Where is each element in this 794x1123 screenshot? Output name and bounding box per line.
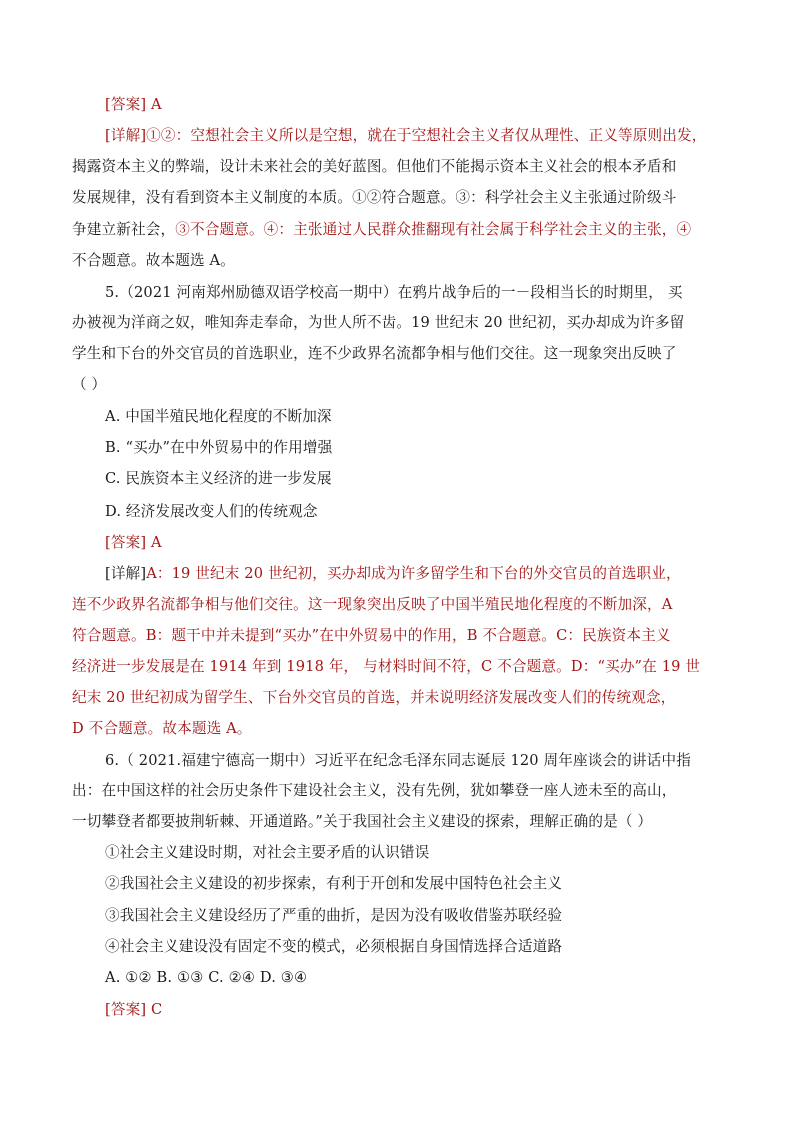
q5-answer: [答案] A <box>105 534 162 551</box>
explanation-line <box>105 564 681 584</box>
explanation-line <box>72 657 700 677</box>
explanation-line <box>72 595 672 615</box>
explanation-line <box>72 626 671 646</box>
text-run: 符合题意。B：题干中并未提到“买办”在中外贸易中的作用，B 不合题意。C：民族资本主义 <box>72 627 671 644</box>
stem-line: 一切攀登者都要披荆斩棘、开通道路。”关于我国社会主义建设的探索，理解正确的是（ ） <box>72 813 653 830</box>
explanation-line <box>72 251 235 271</box>
stem-line: 6.（ 2021.福建宁德高一期中）习近平在纪念毛泽东同志诞辰 120 周年座谈会的讲话中指 <box>105 752 691 769</box>
option-line: D. 经济发展改变人们的传统观念 <box>105 503 318 520</box>
text-run: 经济进一步发展是在 1914 年到 1918 年， 与材料时间不符，C 不合题意。D：“买办”在 19 世 <box>72 658 701 675</box>
explanation-line <box>105 126 706 146</box>
stem-line: 学生和下台的外交官员的首选职业，连不少政界名流都争相与他们交往。这一现象突出反映了 <box>72 345 677 362</box>
q4-answer: [答案] A <box>105 96 162 113</box>
text-run: A：19 世纪末 20 世纪初，买办却成为许多留学生和下台的外交官员的首选职业， <box>146 565 681 582</box>
text-run: 争建立新社会， <box>72 221 176 238</box>
stem-line: （ ） <box>72 376 107 393</box>
statement-line: ④社会主义建设没有固定不变的模式，必须根据自身国情选择合适道路 <box>105 938 563 955</box>
statement-line: ③我国社会主义建设经历了严重的曲折，是因为没有吸收借鉴苏联经验 <box>105 907 563 924</box>
statement-line: ①社会主义建设时期，对社会主要矛盾的认识错误 <box>105 844 430 861</box>
text-run: [详解] <box>105 565 147 582</box>
text-run: 揭露资本主义的弊端，设计未来社会的美好蓝图。但他们不能揭示资本主义社会的根本矛盾和 <box>72 158 677 175</box>
text-run: ③不合题意。④：主张通过人民群众推翻现有社会属于科学社会主义的主张，④ <box>175 221 692 238</box>
option-line: C. 民族资本主义经济的进一步发展 <box>105 470 332 487</box>
explanation-line <box>72 188 677 208</box>
option-line: A. 中国半殖民地化程度的不断加深 <box>105 408 332 425</box>
explanation-line <box>72 688 675 708</box>
explanation-line <box>72 157 677 177</box>
text-run: D 不合题意。故本题选 A。 <box>72 720 252 737</box>
text-run: [详解]①②：空想社会主义所以是空想，就在于空想社会主义者仅从理性、正义等原则出发， <box>105 127 707 144</box>
option-line: B. “买办”在中外贸易中的作用增强 <box>105 439 333 456</box>
text-run: 不合题意。故本题选 A。 <box>72 252 235 269</box>
text-run: 连不少政界名流都争相与他们交往。这一现象突出反映了中国半殖民地化程度的不断加深，A <box>72 596 673 613</box>
text-run: 发展规律，没有看到资本主义制度的本质。①②符合题意。③：科学社会主义主张通过阶级斗 <box>72 189 677 206</box>
q6-answer: [答案] C <box>105 1001 163 1018</box>
text-run: 纪末 20 世纪初成为留学生、下台外交官员的首选，并未说明经济发展改变人们的传统观念， <box>72 689 676 706</box>
stem-line: 出：在中国这样的社会历史条件下建设社会主义，没有先例，犹如攀登一座人迹未至的高山， <box>72 782 677 799</box>
stem-line: 办被视为洋商之奴，唯知奔走奉命，为世人所不齿。19 世纪末 20 世纪初，买办却成为许多留 <box>72 314 685 331</box>
statement-line: ②我国社会主义建设的初步探索，有利于开创和发展中国特色社会主义 <box>105 875 563 892</box>
explanation-line <box>72 220 691 240</box>
q6-options: A. ①② B. ①③ C. ②④ D. ③④ <box>105 969 308 986</box>
stem-line: 5.（2021 河南郑州励德双语学校高一期中）在鸦片战争后的一－段相当长的时期里， 买 <box>105 284 683 301</box>
explanation-line <box>72 719 252 739</box>
